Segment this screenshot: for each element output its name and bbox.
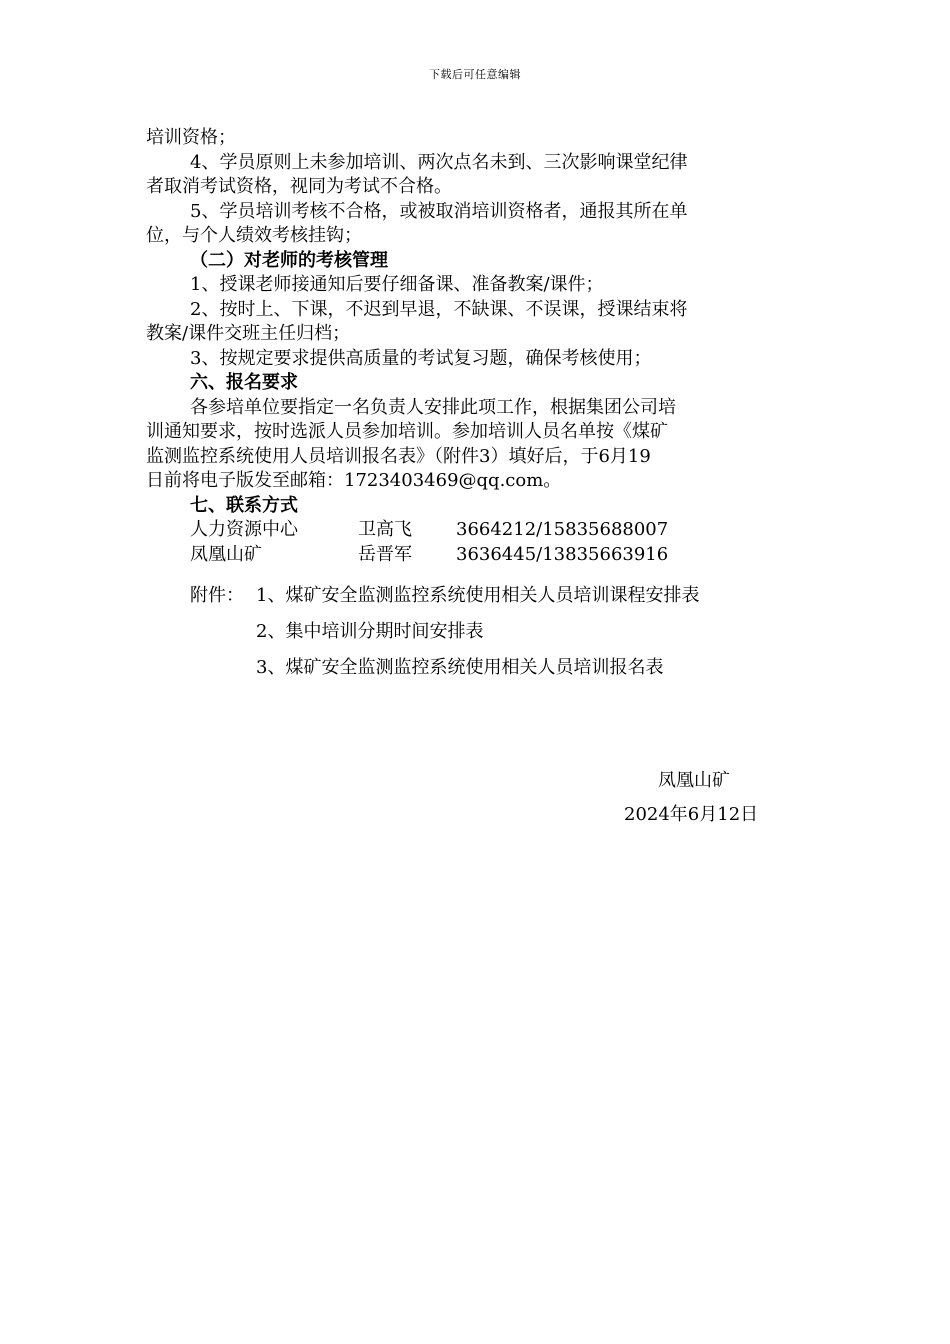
document-body bbox=[146, 118, 808, 578]
attachment-item: 1、煤矿安全监测监控系统使用相关人员培训课程安排表 bbox=[256, 585, 700, 606]
contact-unit: 人力资源中心 bbox=[190, 519, 298, 540]
paragraph-line: 5、学员培训考核不合格，或被取消培训资格者，通报其所在单 bbox=[190, 201, 688, 222]
contact-phone: 3664212/15835688007 bbox=[456, 519, 669, 540]
paragraph-line: 训通知要求，按时选派人员参加培训。参加培训人员名单按《煤矿 bbox=[146, 421, 668, 442]
paragraph-line: 教案/课件交班主任归档； bbox=[146, 323, 351, 344]
signature-date: 2024年6月12日 bbox=[624, 804, 759, 825]
section-heading: 六、报名要求 bbox=[190, 372, 298, 393]
contact-unit: 凤凰山矿 bbox=[190, 544, 262, 565]
paragraph-line: 各参培单位要指定一名负责人安排此项工作，根据集团公司培 bbox=[190, 397, 676, 418]
contact-name: 岳晋军 bbox=[358, 544, 412, 565]
section-heading: （二）对老师的考核管理 bbox=[190, 250, 388, 271]
paragraph-line: 监测监控系统使用人员培训报名表》（附件3）填好后，于6月19 bbox=[146, 446, 651, 467]
paragraph-line: 3、按规定要求提供高质量的考试复习题，确保考核使用； bbox=[190, 348, 652, 369]
attachment-item: 3、煤矿安全监测监控系统使用相关人员培训报名表 bbox=[256, 657, 664, 678]
contact-phone: 3636445/13835663916 bbox=[456, 544, 669, 565]
page-header: 下载后可任意编辑 bbox=[429, 68, 521, 81]
paragraph-line: 者取消考试资格，视同为考试不合格。 bbox=[146, 176, 452, 197]
attachments bbox=[190, 584, 830, 694]
contact-name: 卫高飞 bbox=[358, 519, 412, 540]
paragraph-line: 培训资格； bbox=[146, 127, 236, 148]
attachment-item: 2、集中培训分期时间安排表 bbox=[256, 621, 484, 642]
section-heading: 七、联系方式 bbox=[190, 495, 298, 516]
paragraph-line: 日前将电子版发至邮箱：1723403469@qq.com。 bbox=[146, 470, 562, 491]
paragraph-line: 位，与个人绩效考核挂钩； bbox=[146, 225, 362, 246]
paragraph-line: 1、授课老师接通知后要仔细备课、准备教案/课件； bbox=[190, 274, 604, 295]
paragraph-line: 4、学员原则上未参加培训、两次点名未到、三次影响课堂纪律 bbox=[190, 152, 688, 173]
paragraph-line: 2、按时上、下课，不迟到早退，不缺课、不误课，授课结束将 bbox=[190, 299, 688, 320]
signature-org: 凤凰山矿 bbox=[658, 770, 730, 791]
attachments-prefix: 附件： bbox=[190, 585, 244, 606]
